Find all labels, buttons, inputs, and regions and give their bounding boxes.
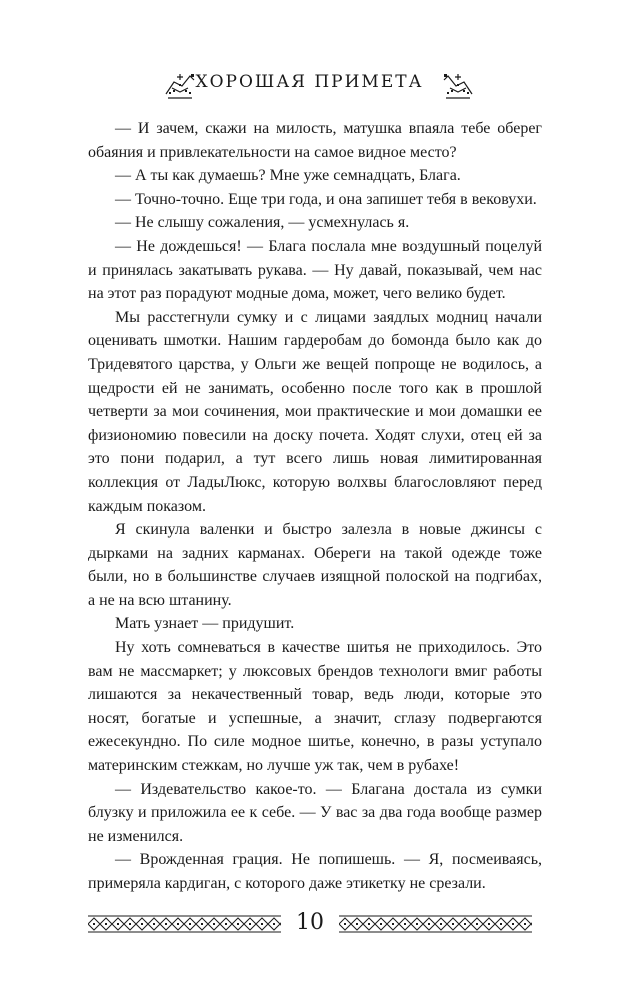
chapter-title: ХОРОШАЯ ПРИМЕТА [195,72,424,92]
folk-embroidery-band-icon-right [339,915,532,933]
paragraph: Мы расстегнули сумку и с лицами заядлых модниц начали оценивать шмотки. Нашим гардеробам до бомонда было как до Тридевятого царства, у Ольги же вещей попроще не водилось, а щедрости ей не занимать, особенно после того как в прошлой четверти за мои сочинения, мои практические и мои домашки ее физиономию повесили на доску почета. Ходят слухи, отец ей за это пони подарил, а тут всего лишь новая лимитированная коллекция от ЛадыЛюкс, которую волхвы благословляют перед каждым показом. [88,308,542,515]
folk-embroidery-band-icon-left [88,915,281,933]
paragraph: Мать узнает — придушит. [115,615,295,633]
paragraph: — Врожденная грация. Не попишешь. — Я, посмеиваясь, примеряла кардиган, с которого даже этикетку не срезали. [88,851,542,892]
page-body [88,117,542,896]
page-footer [0,908,619,938]
paragraph: — Не дождешься! — Блага послала мне воздушный поцелуй и принялась закатывать рукава. — Ну давай, показывай, чем нас на этот раз порадуют модные дома, может, чего велико будет. [88,237,542,303]
paragraph: — Издевательство какое-то. — Благана достала из сумки блузку и приложила ее к себе. — У вас за два года вообще размер не изменился. [88,780,542,845]
paragraph: — Точно-точно. Еще три года, и она запишет тебя в вековухи. [115,190,537,208]
paragraph: Ну хоть сомневаться в качестве шитья не приходилось. Это вам не массмаркет; у люксовых брендов технологи вмиг работы лишаются за некачественный товар, ведь люди, которые это носят, богатые и успешные, а значит, сглазу подвергаются ежесекундно. По силе модное шитье, конечно, в разы уступало материнским стежкам, но лучше уж так, чем в рубахе! [88,639,542,775]
page-number: 10 [296,910,324,935]
paragraph: — А ты как думаешь? Мне уже семнадцать, Блага. [115,167,461,185]
paragraph: — И зачем, скажи на милость, матушка впаяла тебе оберег обаяния и привлекательности на самое видное место? [88,120,542,161]
running-header [0,64,619,104]
paragraph: Я скинула валенки и быстро залезла в новые джинсы с дырками на задних карманах. Обереги на такой одежде тоже были, но в большинстве случаев изящной полоской на подгибах, а не на всю штанину. [88,521,542,609]
paragraph: — Не слышу сожаления, — усмехнулась я. [115,214,410,232]
folk-bird-ornament-icon-right [438,64,478,104]
